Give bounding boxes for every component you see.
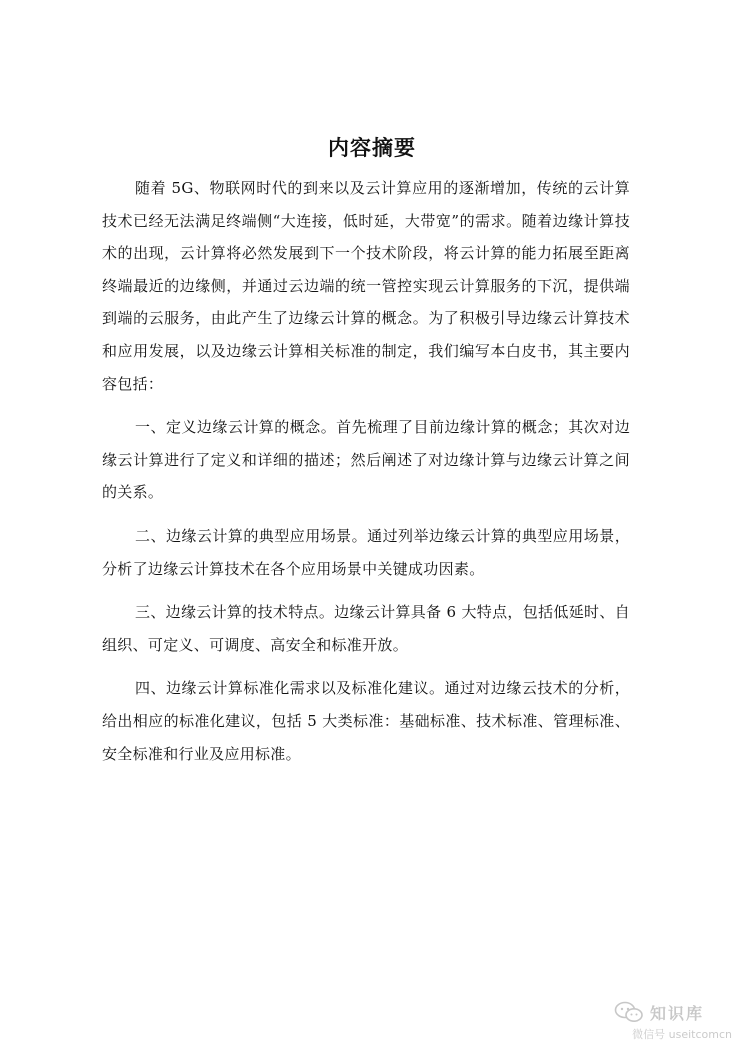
- watermark-account: 微信号 useitcomcn: [632, 1028, 732, 1041]
- page-title: 内容摘要: [328, 136, 416, 160]
- wechat-icon: [614, 1001, 644, 1023]
- watermark-name: 知识库: [650, 1004, 705, 1023]
- paragraph-item-3: 三、边缘云计算的技术特点。边缘云计算具备 6 大特点，包括低延时、自组织、可定义、可调度、高安全和标准开放。: [102, 603, 630, 654]
- paragraph-intro: 随着 5G、物联网时代的到来以及云计算应用的逐渐增加，传统的云计算技术已经无法满足终端侧“大连接，低时延，大带宽”的需求。随着边缘计算技术的出现，云计算将必然发展到下一个技术阶段，将云计算的能力拓展至距离终端最近的边缘侧，并通过云边端的统一管控实现云计算服务的下沉，提供端到端的云服务，由此产生了边缘云计算的概念。为了积极引导边缘云计算技术和应用发展，以及边缘云计算相关标准的制定，我们编写本白皮书，其主要内容包括：: [102, 179, 630, 393]
- paragraph-item-1: 一、定义边缘云计算的概念。首先梳理了目前边缘计算的概念；其次对边缘云计算进行了定义和详细的描述；然后阐述了对边缘计算与边缘云计算之间的关系。: [102, 418, 630, 502]
- paragraph-item-4: 四、边缘云计算标准化需求以及标准化建议。通过对边缘云技术的分析，给出相应的标准化建议，包括 5 大类标准：基础标准、技术标准、管理标准、安全标准和行业及应用标准。: [102, 679, 630, 763]
- document-body: [102, 172, 630, 781]
- paragraph-item-2: 二、边缘云计算的典型应用场景。通过列举边缘云计算的典型应用场景，分析了边缘云计算技术在各个应用场景中关键成功因素。: [102, 526, 630, 578]
- wechat-watermark: [592, 999, 732, 1045]
